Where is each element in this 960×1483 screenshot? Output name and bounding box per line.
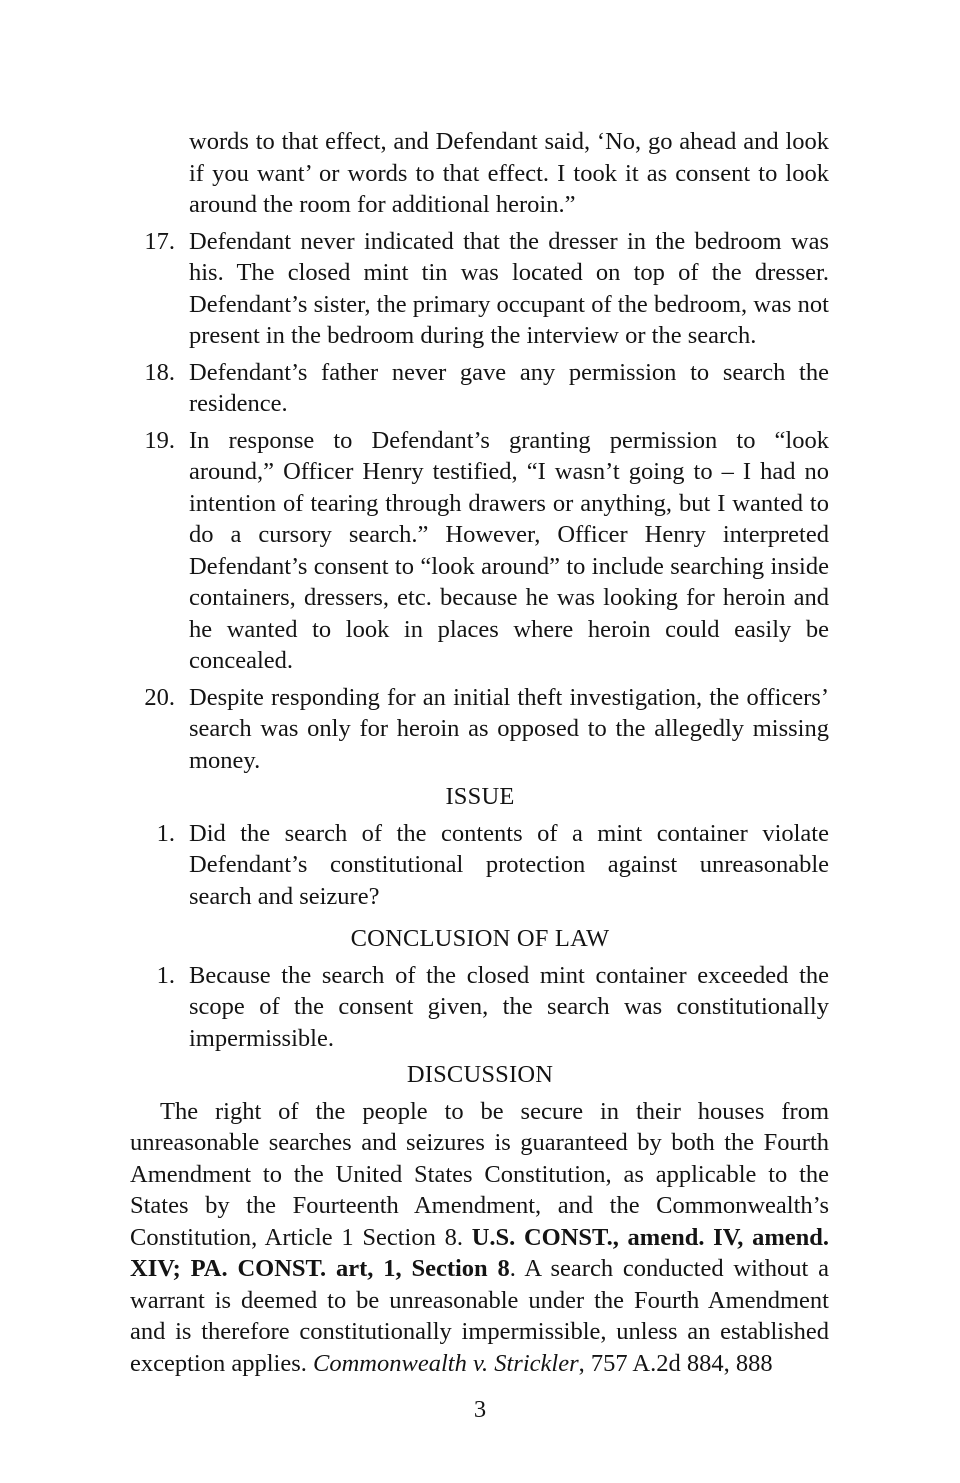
case-citation: , 757 A.2d 884, 888 [578, 1349, 773, 1377]
finding-number: 17. [144, 227, 175, 255]
discussion-text-continued: . A search conducted without a warrant is deemed to be unreasonable under the Fourth Amendment and is therefore constitutionally impermissible, unless an established exception applies. [130, 1255, 829, 1377]
page-content [0, 126, 960, 1379]
issue-text: Did the search of the contents of a mint container violate Defendant’s constitutional protection against unreasonable search and seizure? [189, 819, 829, 910]
conclusion-item-1 [156, 960, 829, 1055]
finding-text: In response to Defendant’s granting permission to “look around,” Officer Henry testified, “I wasn’t going to – I had no intention of tearing through drawers or anything, but I wanted to do a cursory search.” However, Officer Henry interpreted Defendant’s consent to “look around” to include searching inside containers, dressers, etc. because he was looking for heroin and he wanted to look in places where heroin could easily be concealed. [189, 426, 829, 674]
finding-number: 20. [144, 683, 175, 711]
constitution-citation: U.S. CONST., amend. IV, amend. XIV; PA. CONST. art, 1, Section 8 [130, 1223, 829, 1282]
page-number: 3 [473, 1396, 487, 1423]
issue-item-1 [156, 818, 829, 913]
finding-text: Despite responding for an initial theft investigation, the officers’ search was only for heroin as opposed to the allegedly missing money. [189, 683, 829, 774]
issue-number: 1. [156, 819, 175, 847]
finding-18 [144, 357, 829, 420]
continued-finding-text: words to that effect, and Defendant said, ‘No, go ahead and look if you want’ or words to that effect. I took it as consent to look around the room for additional heroin.” [189, 128, 829, 218]
issue-heading: ISSUE [445, 783, 515, 810]
discussion-paragraph [130, 1096, 829, 1380]
finding-text: Defendant never indicated that the dresser in the bedroom was his. The closed mint tin was located on top of the dresser. Defendant’s sister, the primary occupant of the bedroom, was not present in the bedroom during the interview or the search. [189, 227, 829, 349]
case-name: Commonwealth v. Strickler [313, 1349, 579, 1377]
finding-20 [144, 682, 829, 777]
discussion-heading: DISCUSSION [406, 1061, 554, 1088]
finding-number: 19. [144, 426, 175, 454]
finding-number: 18. [144, 358, 175, 386]
conclusion-text: Because the search of the closed mint container exceeded the scope of the consent given, the search was constitutionally impermissible. [189, 961, 829, 1052]
conclusion-number: 1. [156, 961, 175, 989]
discussion-text: The right of the people to be secure in their houses from unreasonable searches and seizures is guaranteed by both the Fourth Amendment to the United States Constitution, as applicable to the States by the Fourteenth Amendment, and the Commonwealth’s Constitution, Article 1 Section 8. [130, 1097, 829, 1251]
finding-19 [144, 425, 829, 677]
finding-17 [144, 226, 829, 352]
finding-text: Defendant’s father never gave any permission to search the residence. [189, 358, 829, 417]
conclusion-heading: CONCLUSION OF LAW [350, 925, 610, 952]
